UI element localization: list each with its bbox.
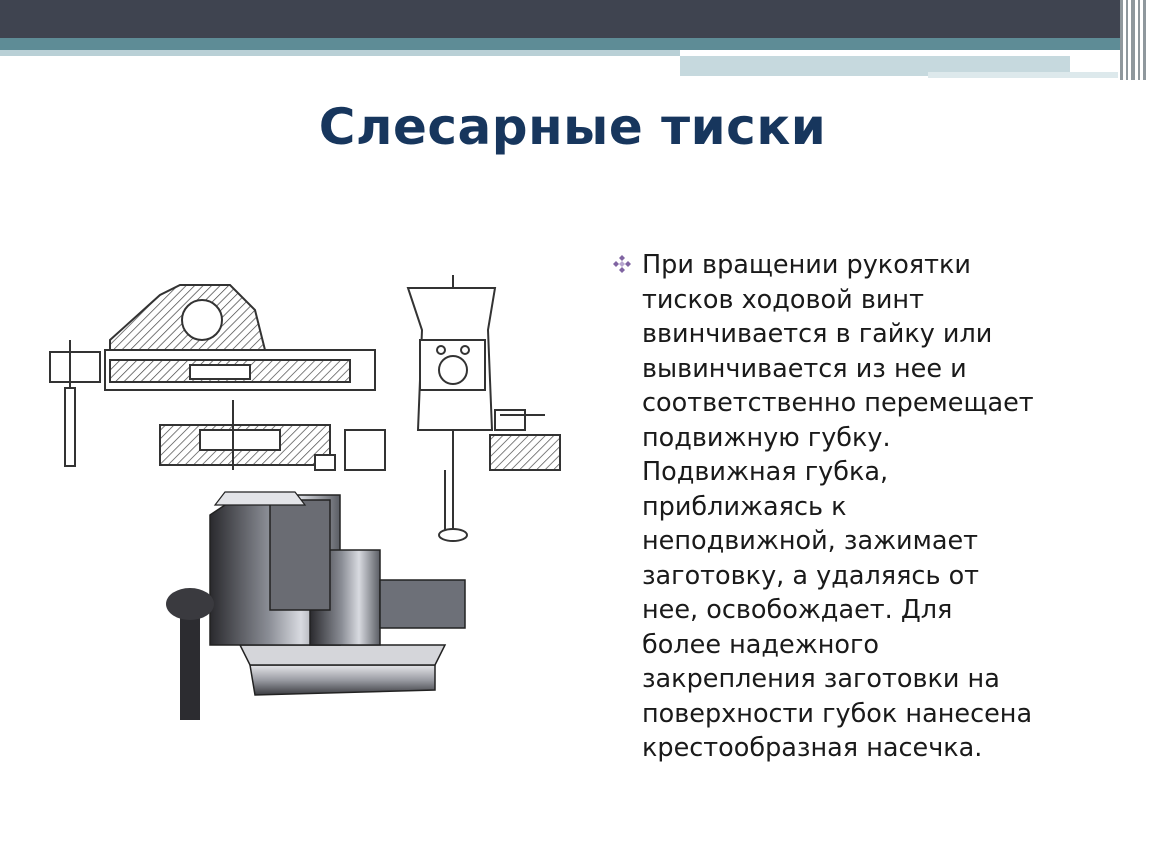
diamond-bullet-icon bbox=[610, 252, 634, 276]
vise-section-view bbox=[50, 285, 375, 470]
slide-header-bar-light bbox=[0, 50, 680, 56]
slide-header-bar-dark bbox=[0, 0, 1120, 38]
slide-body-paragraph: При вращении рукоятки тисков ходовой винт ввинчивается в гайку или вывинчивается из нее и соответственно перемещает подвижную губку. Подвижная губка, приближаясь к неподвижной, зажимает заготовку, а удаляясь от нее, освобождает. Для более надежного закрепления заготовки на поверхности губок нанесена крестообразная насечка. bbox=[642, 250, 1034, 763]
vise-3d-render bbox=[166, 492, 465, 720]
vise-front-view bbox=[345, 275, 560, 541]
slide-corner-lines bbox=[1116, 0, 1150, 80]
bench-vise-illustration bbox=[40, 270, 580, 740]
slide-header-bar-light-3 bbox=[928, 72, 1118, 78]
slide-title: Слесарные тиски bbox=[318, 98, 827, 156]
slide-header-bar-teal bbox=[0, 38, 1120, 50]
